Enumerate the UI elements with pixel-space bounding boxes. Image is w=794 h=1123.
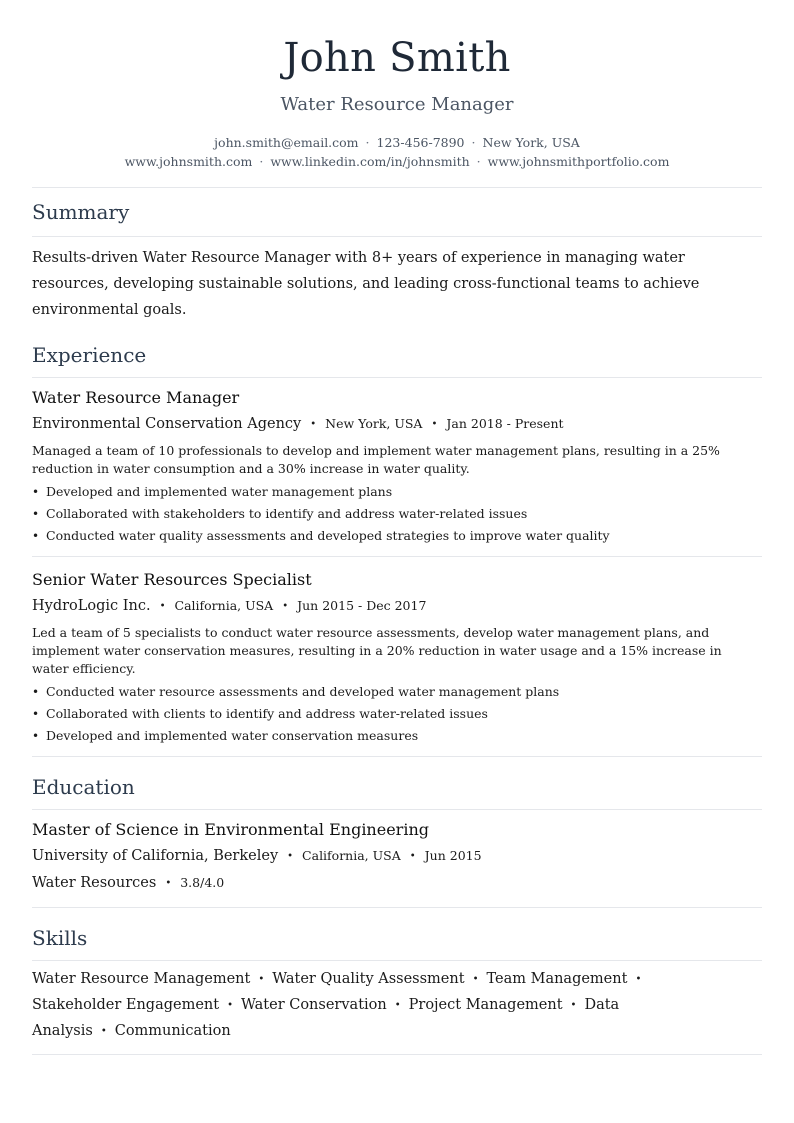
skills-list [32,967,762,1045]
job-description: Led a team of 5 specialists to conduct water resource assessments, develop water management plans, and implement water conservation measures, resulting in a 20% reduction in water usage and a 15% increase in water efficiency. [32,625,722,676]
location-text: New York, USA [482,135,580,150]
meta-separator: • [431,419,438,430]
skill-item: Water Resource Management [32,971,251,987]
contact-separator: · [365,135,370,150]
education-meta [32,847,762,867]
skill-separator: • [635,974,642,985]
job-meta [32,597,762,617]
list-item: • Conducted water quality assessments and developed strategies to improve water quality [32,525,762,547]
section-title-skills: Skills [32,926,88,950]
school-location: California, USA [302,848,401,863]
contact-line-2 [32,152,762,171]
portfolio-link[interactable]: www.johnsmithportfolio.com [487,154,670,169]
linkedin-link[interactable]: www.linkedin.com/in/johnsmith [270,154,470,169]
job-dates: Jan 2018 - Present [446,416,564,431]
job-title: Senior Water Resources Specialist [32,570,312,589]
experience-section [32,342,762,757]
list-item: • Collaborated with clients to identify and address water-related issues [32,703,762,725]
skill-item: Water Quality Assessment [272,971,465,987]
meta-separator: • [287,851,294,862]
divider [32,809,762,810]
skill-separator: • [258,974,265,985]
school-name: University of California, Berkeley [32,848,279,864]
education-section [32,774,762,908]
meta-separator: • [282,601,289,612]
meta-separator: • [310,419,317,430]
skill-item: Stakeholder Engagement [32,997,220,1013]
meta-separator: • [409,851,416,862]
email-link[interactable]: john.smith@email.com [214,135,359,150]
job-meta [32,415,762,435]
graduation-date: Jun 2015 [424,848,482,863]
degree-title: Master of Science in Environmental Engineering [32,820,429,839]
divider [32,187,762,188]
job-description: Managed a team of 10 professionals to develop and implement water management plans, resulting in a 25% reduction in water consumption and a 30% increase in water quality. [32,443,720,476]
contact-separator: · [471,135,476,150]
list-item: • Developed and implemented water conservation measures [32,725,762,747]
divider [32,556,762,557]
skill-item: Team Management [486,971,628,987]
education-details [32,874,762,894]
contact-info [32,133,762,171]
list-item: • Collaborated with stakeholders to identify and address water-related issues [32,503,762,525]
divider [32,960,762,961]
job-location: California, USA [174,598,274,613]
resume-header [32,0,762,171]
job-entry [32,388,762,547]
section-title-summary: Summary [32,200,130,224]
job-title: Water Resource Manager [32,388,240,407]
skill-item: Water Conservation [241,997,387,1013]
job-location: New York, USA [325,416,423,431]
divider [32,236,762,237]
contact-line-1 [32,133,762,152]
job-entry [32,570,762,747]
candidate-title: Water Resource Manager [280,94,514,115]
section-title-education: Education [32,775,135,799]
phone-number: 123-456-7890 [376,135,465,150]
skills-line-1 [32,967,762,993]
field-of-study: Water Resources [32,875,157,891]
list-item: • Developed and implemented water management plans [32,481,762,503]
company-name: HydroLogic Inc. [32,598,151,614]
summary-section [32,199,762,323]
skill-item: Data Analysis [32,997,620,1039]
skill-separator: • [100,1026,107,1037]
skills-line-2 [32,993,762,1045]
skill-separator: • [227,1000,233,1011]
divider [32,907,762,908]
job-bullets [32,481,762,547]
skill-item: Communication [114,1023,231,1039]
divider [32,1054,762,1055]
skills-section [32,925,762,1055]
meta-separator: • [165,878,172,889]
skill-separator: • [570,1000,577,1011]
website-link[interactable]: www.johnsmith.com [124,154,253,169]
section-title-experience: Experience [32,343,147,367]
list-item: • Conducted water resource assessments and developed water management plans [32,681,762,703]
contact-separator: · [476,154,481,169]
divider [32,756,762,757]
gpa: 3.8/4.0 [180,875,225,890]
skill-item: Project Management [408,997,563,1013]
job-bullets [32,681,762,747]
company-name: Environmental Conservation Agency [32,416,302,432]
meta-separator: • [159,601,166,612]
skill-separator: • [472,974,479,985]
education-entry [32,820,762,894]
divider [32,377,762,378]
skill-separator: • [394,1000,401,1011]
contact-separator: · [259,154,264,169]
candidate-name: John Smith [283,35,511,81]
summary-text: Results-driven Water Resource Manager with 8+ years of experience in managing water resources, developing sustainable solutions, and leading cross-functional teams to achieve environmental goals. [32,250,700,318]
job-dates: Jun 2015 - Dec 2017 [297,598,427,613]
